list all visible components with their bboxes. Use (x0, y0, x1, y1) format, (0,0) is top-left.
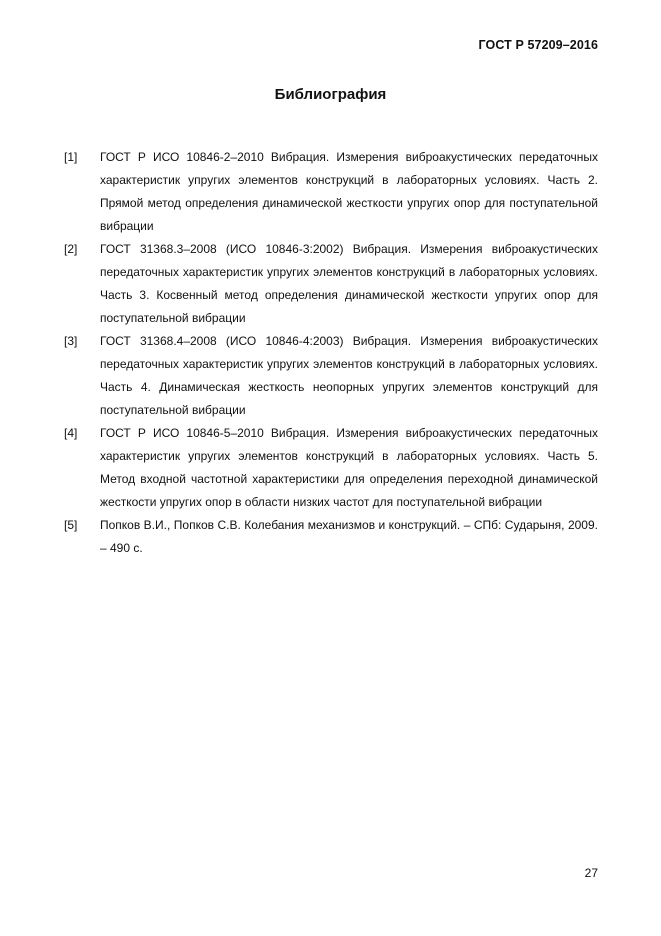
reference-item (64, 146, 598, 238)
reference-item (64, 514, 598, 560)
reference-text: Попков В.И., Попков С.В. Колебания механизмов и конструкций. – СПб: Сударыня, 2009. – 490 с. (100, 518, 598, 555)
reference-number: [2] (64, 242, 78, 256)
reference-number: [4] (64, 426, 78, 440)
standard-code-header: ГОСТ Р 57209–2016 (478, 38, 598, 52)
page-title: Библиография (274, 86, 387, 103)
reference-number: [3] (64, 334, 78, 348)
reference-number: [1] (64, 150, 78, 164)
reference-item (64, 422, 598, 514)
reference-item (64, 238, 598, 330)
bibliography-list (64, 146, 598, 560)
reference-text: ГОСТ Р ИСО 10846-2–2010 Вибрация. Измерения виброакустических передаточных характеристик упругих элементов конструкций в лабораторных условиях. Часть 2. Прямой метод определения динамической жесткости упругих опор для поступательной вибрации (100, 150, 598, 233)
reference-item (64, 330, 598, 422)
reference-text: ГОСТ 31368.3–2008 (ИСО 10846-3:2002) Вибрация. Измерения виброакустических передаточных характеристик упругих элементов конструкций в лабораторных условиях. Часть 3. Косвенный метод определения динамической жесткости упругих опор для поступательной вибрации (100, 242, 598, 325)
reference-number: [5] (64, 518, 78, 532)
reference-text: ГОСТ Р ИСО 10846-5–2010 Вибрация. Измерения виброакустических передаточных характеристик упругих элементов конструкций в лабораторных условиях. Часть 5. Метод входной частотной характеристики для определения переходной динамической жесткости упругих опор в области низких частот для поступательной вибрации (100, 426, 598, 509)
reference-text: ГОСТ 31368.4–2008 (ИСО 10846-4:2003) Вибрация. Измерения виброакустических передаточных характеристик упругих элементов конструкций в лабораторных условиях. Часть 4. Динамическая жесткость неопорных упругих элементов конструкций для поступательной вибрации (100, 334, 598, 417)
page-number: 27 (584, 866, 598, 880)
